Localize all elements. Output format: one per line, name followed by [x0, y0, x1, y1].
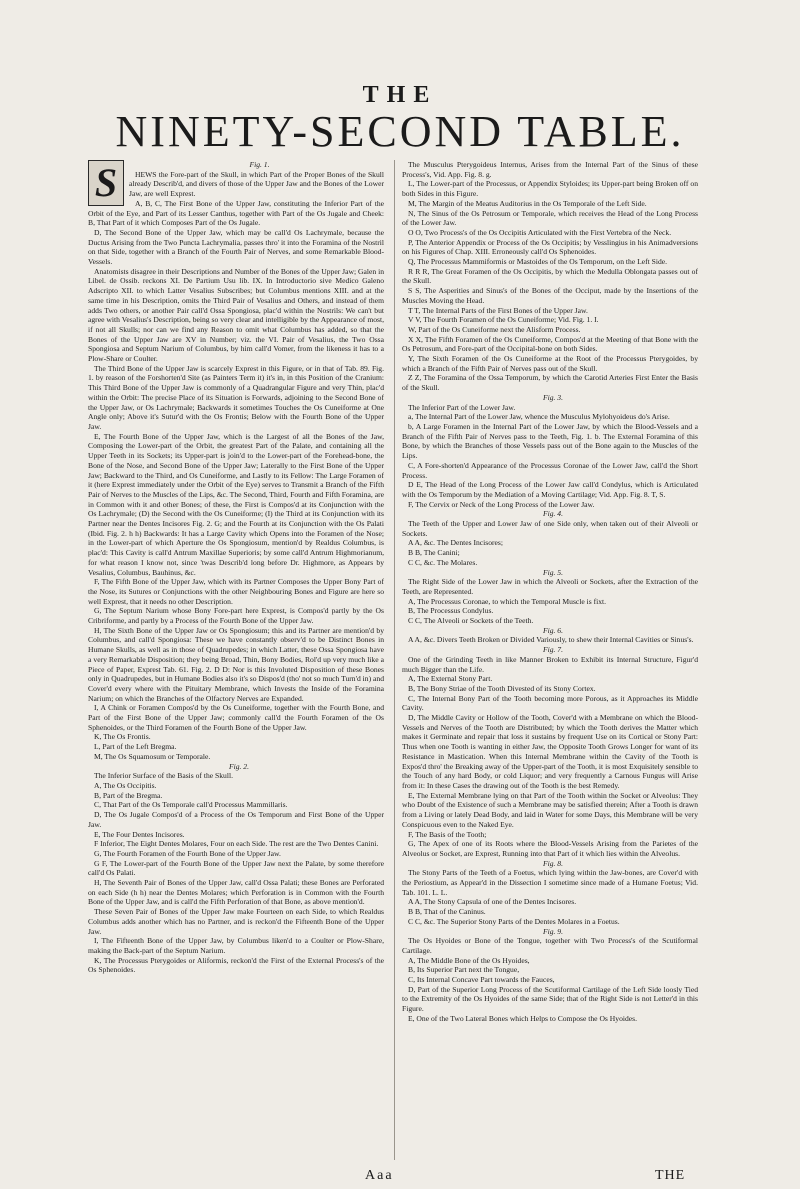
paragraph: G, The Septum Narium whose Bony Fore-part here Exprest, is Compos'd partly by the Os Cribriforme, and partly by a Process of the Fourth Bone of the Upper Jaw.	[88, 606, 384, 626]
paragraph: C C, The Alveoli or Sockets of the Teeth.	[408, 616, 534, 626]
paragraph: B, The Processus Condylus.	[408, 606, 494, 616]
paragraph: A, The External Stony Part.	[408, 674, 493, 684]
fig-heading: Fig. 4.	[542, 509, 564, 519]
paragraph: D, The Second Bone of the Upper Jaw, which may be call'd Os Lachrymale, because the Ductus Arising from the Two Puncta Lachrymalia, passes thro' it into the Foramina of the Nostril on that Side, together with a Branch of the Fourth Pair of Nerves, and some Remarkable Blood-Vessels.	[88, 227, 384, 267]
paragraph: R R R, The Great Foramen of the Os Occipitis, by which the Medulla Oblongata passes out of the Skull.	[402, 266, 698, 286]
paragraph: D E, The Head of the Long Process of the Lower Jaw call'd Condylus, which is Articulated with the Os Temporum by the Mediation of a Moving Cartilage; Vid. App. Fig. 8. T, S.	[402, 480, 698, 499]
fig-heading: Fig. 3.	[542, 392, 564, 402]
paragraph: C, That Part of the Os Temporale call'd Processus Mammillaris.	[94, 800, 288, 810]
paragraph: D, The Middle Cavity or Hollow of the Tooth, Cover'd with a Membrane on which the Blood-Vessels and Nerves of the Tooth are Distributed; by which the Tooth derives the Matter which makes it Germinate and repair that loss it sustains by frequent Use on its Cortical or Stony Part: Thus when one Tooth is wanting in either Jaw, the Opposite Tooth Grows Longer for want of its Resistance in Mastication. When this Internal Membrane within the Cavity of the Tooth is Expos'd thro' the Breaking away of the Upper-part of the Tooth, it is most Exquisitely sensible to the Touch of any hard Body, or cold Liquor; and very frequently a Carnous Fungus will Arise from it: In these Cases the drawing out of the Tooth is the best Remedy.	[402, 713, 698, 790]
page-title: NINETY-SECOND TABLE.	[115, 107, 685, 156]
paragraph: Q, The Processus Mammiformis or Mastoides of the Os Temporum, on the Left Side.	[408, 257, 668, 267]
paragraph: The Third Bone of the Upper Jaw is scarcely Exprest in this Figure, or in that of Tab. 89. Fig. 1. by reason of the Forshorten'd Site (as Painters Term it) it's in, in this Position of the Cranium: This Third Bone of the Upper Jaw is commonly of a Quadrangular Figure and very Thin, plac'd within the Orbit: The precise Place of its Situation is Forwards, adjoining to the Second Bone of the Upper Jaw, or Os Lachrymale; Backwards it sometimes Touches the Os Cuneiforme at One Angle only; Above it's Sutur'd with the Os Frontis; Below with the Fourth Bone of the Upper Jaw.	[88, 363, 384, 431]
paragraph: a, The Internal Part of the Lower Jaw, whence the Musculus Mylohyoideus do's Arise.	[408, 412, 670, 422]
paragraph: V V, The Fourth Foramen of the Os Cuneiforme; Vid. Fig. 1. I.	[408, 315, 599, 325]
paragraph: I, A Chink or Foramen Compos'd by the Os Cuneiforme, together with the Fourth Bone, and Part of the First Bone of the Upper Jaw; commonly call'd the Fourth Foramen of the Os Sphenoides, or the Third Foramen of the Fourth Bone of the Upper Jaw.	[88, 703, 384, 732]
paragraph: E, The Four Dentes Incisores.	[94, 829, 185, 839]
paragraph: M, The Margin of the Meatus Auditorius in the Os Temporale of the Left Side.	[408, 198, 647, 208]
paragraph: I, The Fifteenth Bone of the Upper Jaw, by Columbus liken'd to a Coulter or Plow-Share, making the Back-part of the Septum Narium.	[88, 936, 384, 955]
paragraph: A, The Middle Bone of the Os Hyoides,	[408, 955, 530, 965]
column-divider	[394, 160, 395, 1160]
left-paragraphs	[88, 170, 384, 762]
paragraph: H, The Seventh Pair of Bones of the Upper Jaw, call'd Ossa Palati; these Bones are Perforated on each Side (h h) near the Dentes Molares; which Perforation is in Common with the Fourth Bone of the Upper Jaw, and is call'd the Fifth Perforation of that Bone, as above mention'd.	[88, 878, 384, 907]
paragraph: One of the Grinding Teeth in like Manner Broken to Exhibit its Internal Structure, Figur'd much Bigger than the Life.	[402, 654, 698, 674]
fig-heading: Fig. 9.	[542, 926, 564, 936]
fig-heading: Fig. 8.	[542, 858, 564, 868]
dropcap-letter: S	[94, 160, 118, 205]
paragraph: F, The Cervix or Neck of the Long Process of the Lower Jaw.	[408, 499, 595, 509]
decorated-initial	[88, 160, 124, 206]
paragraph: Y, The Sixth Foramen of the Os Cuneiforme at the Root of the Processus Pterygoides, by which a Branch of the Fifth Pair of Nerves pass out of the Skull.	[402, 354, 698, 373]
paragraph: E, One of the Two Lateral Bones which Helps to Compose the Os Hyoides.	[408, 1013, 637, 1023]
paragraph: C C, &c. The Molares.	[408, 557, 478, 567]
paragraph: G, The Apex of one of its Roots where the Blood-Vessels Arising from the Parietes of the Alveolus or Socket, are Exprest, Running into that Part of it which lies within the Alveolus.	[402, 839, 698, 858]
paragraph: A, The Os Occipitis.	[94, 781, 157, 790]
right-paragraphs-fig4	[402, 519, 698, 568]
paragraph: The Musculus Pterygoideus Internus, Arises from the Internal Part of the Sinus of these Process's, Vid. App. Fig. 8. g.	[402, 160, 698, 179]
right-paragraphs-fig9	[402, 936, 698, 1023]
paragraph: G, The Fourth Foramen of the Fourth Bone of the Upper Jaw.	[94, 848, 281, 858]
fig-heading: Fig. 1.	[249, 160, 270, 169]
right-column	[402, 160, 698, 1160]
paragraph: X X, The Fifth Foramen of the Os Cuneiforme, Compos'd at the Meeting of that Bone with the Os Petrosum, and Fore-part of the Occipital-bone on both Sides.	[402, 334, 698, 354]
paragraph: B, Part of the Bregma.	[94, 790, 163, 800]
paragraph: b, A Large Foramen in the Internal Part of the Lower Jaw, by which the Blood-Vessels and a Branch of the Fifth Pair of Nerves pass to the Teeth, Fig. 1. b. The External Foramina of this Bone, by which the Branches of those Vessels pass out of the Bone again to the Muscles of the Lips.	[402, 421, 698, 461]
paragraph: The Os Hyoides or Bone of the Tongue, together with Two Process's of the Scutiformal Cartilage.	[402, 936, 698, 955]
left-column	[88, 160, 384, 1160]
paragraph: F, The Fifth Bone of the Upper Jaw, which with its Partner Composes the Upper Bony Part of the Nose, its Sutures or Conjunctions with the other Neighbouring Bones and Figure are here so well Exprest, that it needs no other Description.	[88, 577, 384, 606]
paragraph: N, The Sinus of the Os Petrosum or Temporale, which receives the Head of the Long Process of the Lower Jaw.	[402, 208, 698, 228]
paragraph: D, Part of the Superior Long Process of the Scutiformal Cartilage of the Left Side loosly Tied to the Extremity of the Os Hyoides of the same Side; that of the Right Side is not Letter'd in this Figure.	[402, 984, 698, 1014]
paragraph: W, Part of the Os Cuneiforme next the Alisform Process.	[408, 324, 581, 334]
right-paragraphs-fig6	[402, 635, 698, 645]
paragraph: B B, That of the Caninus.	[408, 907, 486, 917]
paragraph: G F, The Lower-part of the Fourth Bone of the Upper Jaw next the Palate, by some therefore call'd Os Palati.	[88, 858, 384, 878]
paragraph: B, The Bony Striae of the Tooth Divested of its Stony Cortex.	[408, 683, 596, 693]
fig-heading: Fig. 7.	[542, 645, 564, 655]
paragraph: B, Its Superior Part next the Tongue,	[408, 965, 520, 975]
paragraph: The Inferior Part of the Lower Jaw.	[408, 402, 516, 412]
paragraph: E, The External Membrane lying on that Part of the Tooth within the Socket or Alveolus: They who Doubt of the Existence of such a Membrane may be satisfied therein; After a Tooth is drawn from a Living or lately Dead Body, and laid in Water for some Days, this Membrane will be very Conspicuous even to the Naked Eye.	[402, 790, 698, 829]
paragraph: A A, &c. Divers Teeth Broken or Divided Variously, to shew their Internal Cavities or Sinus's.	[408, 635, 694, 645]
paragraph: K, The Os Frontis.	[94, 732, 151, 742]
paragraph: L, The Lower-part of the Processus, or Appendix Styloides; its Upper-part being Broken off on both Sides in this Figure.	[402, 179, 698, 199]
left-paragraphs-fig2	[88, 771, 384, 975]
paragraph: P, The Anterior Appendix or Process of the Os Occipitis; by Vesslingius in his Animadversions on his Figures of Chap. XIII. Erroneously call'd Os Sphenoides.	[402, 237, 698, 257]
paragraph: These Seven Pair of Bones of the Upper Jaw make Fourteen on each Side, to which Realdus Columbus adds another which has no Partner, and is reckon'd the Fifteenth Bone of the Upper Jaw.	[88, 907, 384, 936]
right-paragraphs-fig8	[402, 868, 698, 926]
paragraph: E, The Fourth Bone of the Upper Jaw, which is the Largest of all the Bones of the Jaw, Composing the Lower-part of the Orbit, the greatest Part of the Palate, and containing all the Upper Teeth in its Sockets; its Upper-part is join'd to the Lower-part of the Forehead-bone, the Bone of the Nose, and Second Bone of the Upper Jaw; Laterally to the First Bone of the Upper Jaw; Backward to the Third, and Os Cuneiforme, and Lastly to its Fellow: The Large Foramen of it (here Exprest immediately under the Orbit of the Eye) serves to Transmit a Branch of the Fifth Pair of Nerves to the Muscles of the Lips, &c. The Second, Third, Fourth and Fifth Foramina, are in Common with it and other Bones; of these, the First is Compos'd at its Conjunction with the Os Lachrymale; (D) the Second with the Os Cuneiforme; (I) the Third at its Conjunction with its Partner near the Dentes Incisores Fig. 2. G; and the Fourth at its Conjunction with the Os Palati (Ibid. Fig. 2. h h) Backwards: It has a Large Cavity which Opens into the Foramen of the Nose; in the Lower-part of which Aperture the Os Spongiosum, mention'd by Realdus Columbus, is plac'd: This Cavity is call'd Antrum Maxillae Superioris; by some call'd Antrum Highmorianum, for what reason I know not, since 'twas Describ'd long before Dr. Highmore, as Appears by Vesalius, Columbus, Bauhinus, &c.	[88, 431, 384, 577]
paragraph: L, Part of the Left Bregma.	[94, 742, 177, 752]
paragraph: T T, The Internal Parts of the First Bones of the Upper Jaw.	[408, 305, 588, 315]
paragraph: C, A Fore-shorten'd Appearance of the Processus Coronae of the Lower Jaw, call'd the Short Process.	[402, 460, 698, 480]
paragraph: Anatomists disagree in their Descriptions and Number of the Bones of the Upper Jaw; Galen in Libel. de Ossib. reckons XI. De Partium Usu lib. IX. In Introductorio sive Medico Galeno Adscripto XII. to which Latter Vesalius Subscribes; but Columbus mentions XIII. and at the same time in his Description, omits the Third Pair of Vesalius and Others, and instead of them adds Two others, or another Pair call'd Ossa Spongiosa, plac'd within the Nostrils: We can't but agree with Vesalius's Description, being so very clear and intelligible by the Appearance of most, if not all Skulls; nor can we find any Reason to omit what Columbus has added, so that the Bones of the Upper Jaw are XV in Number; viz. the VI. Pair of Vesalius, the Two Ossa Spongiosa and Septum Narium of Columbus, by him call'd Vomer, from the likeness it has to a Plow-Share or Coulter.	[88, 266, 384, 364]
paragraph: A, B, C, The First Bone of the Upper Jaw, constituting the Inferior Part of the Orbit of the Eye, and Part of its Lesser Canthus, together with Part of the Os Jugale and Cheek: B, That Part of it which Composes Part of the Os Jugale.	[88, 198, 384, 228]
paragraph: O O, Two Process's of the Os Occipitis Articulated with the First Vertebra of the Neck.	[408, 227, 672, 237]
signature-mark: Aaa	[365, 1168, 394, 1183]
fig-heading: Fig. 2.	[228, 761, 250, 771]
paragraph: S S, The Asperities and Sinus's of the Bones of the Occiput, made by the Insertions of the Muscles Moving the Head.	[402, 286, 698, 305]
header-the: THE	[362, 82, 438, 108]
fig-heading: Fig. 6.	[542, 625, 564, 635]
paragraph: K, The Processus Pterygoides or Aliformis, reckon'd the First of the External Process's of the Os Sphenoides.	[88, 955, 384, 975]
paragraph: F, The Basis of the Tooth;	[408, 829, 487, 839]
paragraph: F Inferior, The Eight Dentes Molares, Four on each Side. The rest are the Two Dentes Canini.	[94, 839, 379, 849]
paragraph: HEWS the Fore-part of the Skull, in which Part of the Proper Bones of the Skull already Describ'd, and divers of those of the Upper Jaw and the Bones of the Lower Jaw, are well Exprest.	[129, 169, 384, 199]
right-paragraphs-fig3	[402, 403, 698, 510]
fig-heading: Fig. 5.	[542, 567, 564, 577]
right-paragraphs	[402, 160, 698, 393]
paragraph: Z Z, The Foramina of the Ossa Temporum, by which the Carotid Arteries First Enter the Basis of the Skull.	[402, 373, 698, 393]
paragraph: M, The Os Squamosum or Temporale.	[94, 751, 211, 761]
paragraph: The Inferior Surface of the Basis of the Skull.	[94, 771, 233, 781]
paragraph: B B, The Canini;	[408, 548, 460, 558]
paragraph: C, Its Internal Concave Part towards the Fauces,	[408, 975, 555, 985]
paragraph: C C, &c. The Superior Stony Parts of the Dentes Molares in a Foetus.	[408, 916, 620, 926]
paragraph: A, The Processus Coronae, to which the Temporal Muscle is fixt.	[408, 596, 607, 606]
paragraph: H, The Sixth Bone of the Upper Jaw or Os Spongiosum; this and its Partner are mention'd by Columbus, and call'd Spongiosa: These we have constantly observ'd to be Distinct Bones in Humane Skulls, as well as in those of Quadrupedes; in which Latter, these Ossa Spongiosa have a very Remarkable Disposition; they being Broad, Thin, Bony Bodies, Rol'd up very much like a Piece of Paper, Exprest Tab. 61. Fig. 2. D D: Nor is this Involuted Disposition of these Bones only in Quadrupedes, but in Humane Bodies also it's so Dispos'd (tho' not so much Turn'd in) and Cover'd every where with the Pituitary Membrane, which Invests the Inside of the Foramina Narium; on which the Branches of the Olfactory Nerves are Expanded.	[88, 625, 384, 703]
paragraph: A A, &c. The Dentes Incisores;	[408, 538, 503, 548]
paragraph: C, The Internal Bony Part of the Tooth becoming more Porous, as it Approaches its Middle Cavity.	[402, 693, 698, 713]
right-paragraphs-fig5	[402, 577, 698, 626]
paragraph: D, The Os Jugale Compos'd of a Process of the Os Temporum and First Bone of the Upper Jaw.	[88, 810, 384, 829]
paragraph: A A, The Stony Capsula of one of the Dentes Incisores.	[408, 897, 577, 907]
paragraph: The Teeth of the Upper and Lower Jaw of one Side only, when taken out of their Alveoli or Sockets.	[402, 519, 698, 538]
paragraph: The Right Side of the Lower Jaw in which the Alveoli or Sockets, after the Extraction of the Teeth, are Represented.	[402, 577, 698, 596]
catchword: THE	[655, 1168, 686, 1183]
paragraph: The Stony Parts of the Teeth of a Foetus, which lying within the Jaw-bones, are Cover'd with the Periostium, as Appear'd in the Dissection I sometime since made of a Humane Foetus; Vid. Tab. 101. L. L.	[402, 868, 698, 897]
right-paragraphs-fig7	[402, 655, 698, 859]
